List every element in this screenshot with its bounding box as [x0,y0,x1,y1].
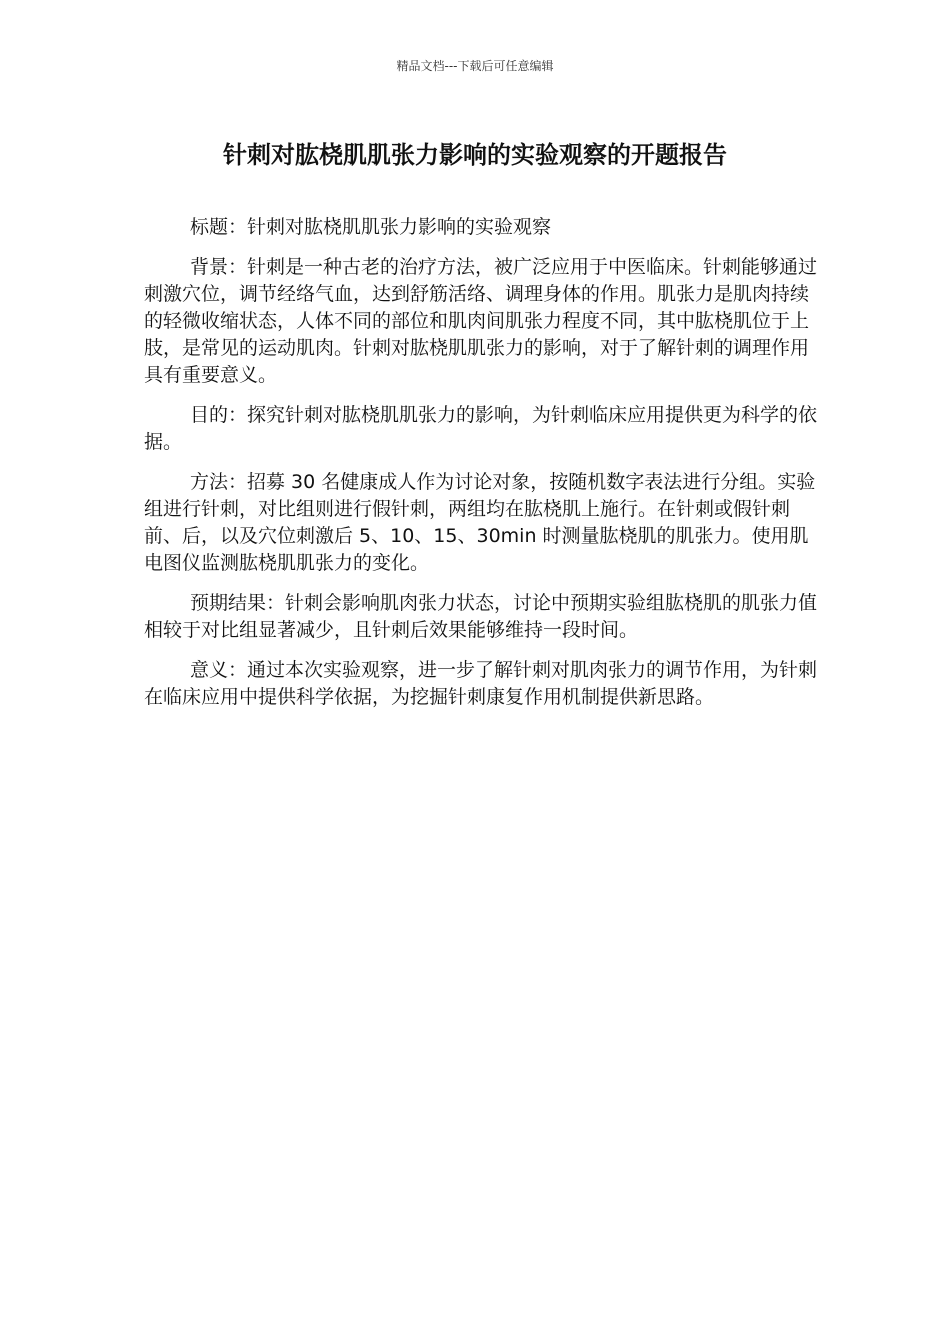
document-body [144,214,824,724]
header-note: 精品文档---下载后可任意编辑 [396,59,554,73]
paragraph-significance: 意义：通过本次实验观察，进一步了解针刺对肌肉张力的调节作用，为针刺在临床应用中提供科学依据，为挖掘针刺康复作用机制提供新思路。 [144,659,818,708]
paragraph-expected-results: 预期结果：针刺会影响肌肉张力状态，讨论中预期实验组肱桡肌的肌张力值相较于对比组显著减少，且针刺后效果能够维持一段时间。 [144,592,818,641]
paragraph-background: 背景：针刺是一种古老的治疗方法，被广泛应用于中医临床。针刺能够通过刺激穴位，调节经络气血，达到舒筋活络、调理身体的作用。肌张力是肌肉持续的轻微收缩状态，人体不同的部位和肌肉间肌张力程度不同，其中肱桡肌位于上肢，是常见的运动肌肉。针刺对肱桡肌肌张力的影响，对于了解针刺的调理作用具有重要意义。 [144,256,818,386]
paragraph-purpose: 目的：探究针刺对肱桡肌肌张力的影响，为针刺临床应用提供更为科学的依据。 [144,404,818,453]
document-title: 针刺对肱桡肌肌张力影响的实验观察的开题报告 [223,141,727,169]
paragraph-method: 方法：招募 30 名健康成人作为讨论对象，按随机数字表法进行分组。实验组进行针刺，对比组则进行假针刺，两组均在肱桡肌上施行。在针刺或假针刺前、后，以及穴位刺激后 5、10、15、30min 时测量肱桡肌的肌张力。使用肌电图仪监测肱桡肌肌张力的变化。 [144,471,816,574]
paragraph-heading-line: 标题：针刺对肱桡肌肌张力影响的实验观察 [190,216,552,238]
